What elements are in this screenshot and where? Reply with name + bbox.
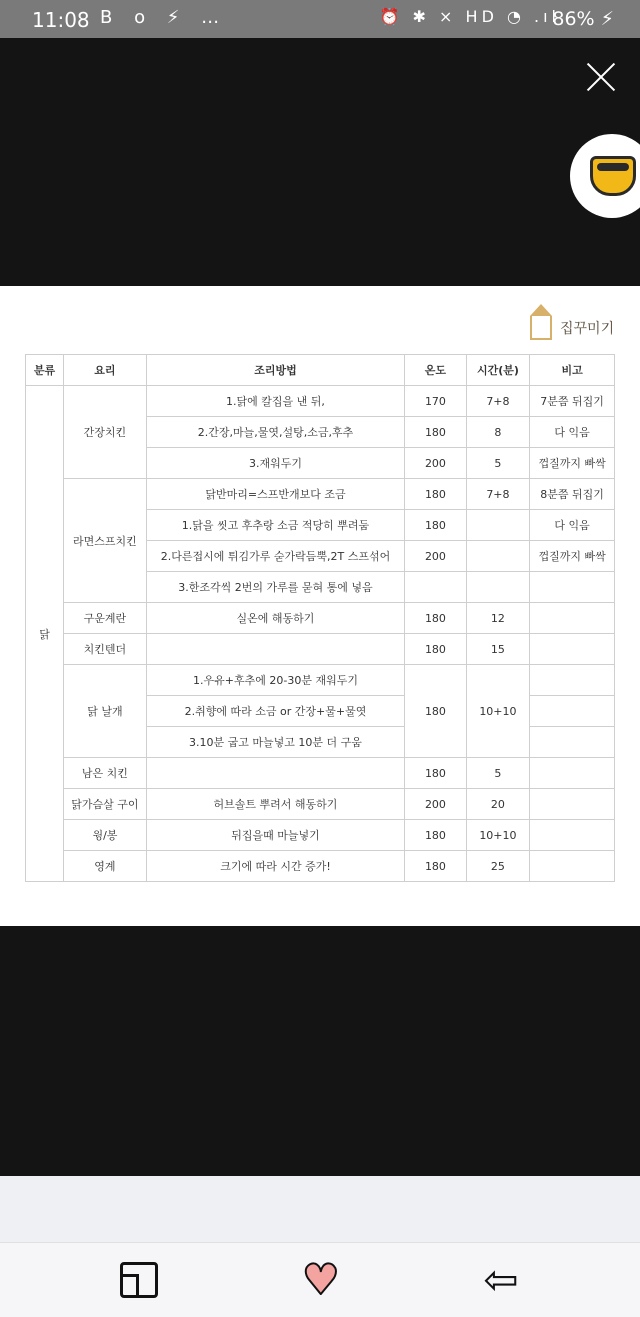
method-cell: 크기에 따라 시간 증가!: [146, 851, 404, 882]
note-cell: [530, 665, 615, 696]
temp-cell: 180: [405, 603, 466, 634]
status-right-icons: ⏰ ✱ ⨯ HD ◔ .ıl: [379, 7, 560, 26]
like-button[interactable]: [298, 1257, 344, 1303]
bottom-nav-bar: [0, 1242, 640, 1317]
method-cell: 3.재워두기: [146, 448, 404, 479]
time-cell: 10+10: [466, 820, 530, 851]
note-cell: [530, 758, 615, 789]
method-cell: 3.한조각씩 2번의 가루를 묻혀 통에 넣음: [146, 572, 404, 603]
dish-cell: 라면스프치킨: [64, 479, 147, 603]
method-cell: 1.우유+후추에 20-30분 재워두기: [146, 665, 404, 696]
temp-cell: 180: [405, 820, 466, 851]
status-bar: [0, 0, 640, 38]
recents-button[interactable]: [116, 1257, 162, 1303]
table-row: [26, 634, 615, 665]
category-cell: 닭: [26, 386, 64, 882]
recipe-image: [0, 286, 640, 926]
heart-icon: ♥: [302, 1255, 340, 1304]
dish-cell: 남은 치킨: [64, 758, 147, 789]
method-cell: 뒤집을때 마늘넣기: [146, 820, 404, 851]
method-cell: 실온에 해동하기: [146, 603, 404, 634]
temp-cell: 200: [405, 541, 466, 572]
note-cell: 8분쯤 뒤집기: [530, 479, 615, 510]
dish-cell: 윙/봉: [64, 820, 147, 851]
temp-cell: 180: [405, 758, 466, 789]
header-method: 조리방법: [146, 355, 404, 386]
temp-cell: 180: [405, 665, 466, 758]
method-cell: 1.닭에 칼집을 낸 뒤,: [146, 386, 404, 417]
method-cell: [146, 634, 404, 665]
note-cell: [530, 603, 615, 634]
time-cell: 12: [466, 603, 530, 634]
time-cell: 15: [466, 634, 530, 665]
dish-cell: 간장치킨: [64, 386, 147, 479]
method-cell: 2.간장,마늘,물엿,설탕,소금,후추: [146, 417, 404, 448]
temp-cell: 200: [405, 789, 466, 820]
note-cell: [530, 820, 615, 851]
header-dish: 요리: [64, 355, 147, 386]
time-cell: 7+8: [466, 479, 530, 510]
time-cell: 7+8: [466, 386, 530, 417]
method-cell: 1.닭을 씻고 후추랑 소금 적당히 뿌려둠: [146, 510, 404, 541]
temp-cell: 180: [405, 851, 466, 882]
dish-cell: 구운계란: [64, 603, 147, 634]
method-cell: 허브솔트 뿌려서 해동하기: [146, 789, 404, 820]
back-button[interactable]: [478, 1257, 524, 1303]
back-icon: ⇦: [483, 1255, 519, 1304]
table-row: [26, 665, 615, 696]
house-icon: [530, 316, 552, 340]
time-cell: 10+10: [466, 665, 530, 758]
dish-cell: 영계: [64, 851, 147, 882]
close-icon[interactable]: [586, 62, 616, 92]
time-cell: 20: [466, 789, 530, 820]
battery-indicator: 86% ⚡: [552, 8, 614, 30]
time-cell: 8: [466, 417, 530, 448]
time-cell: 25: [466, 851, 530, 882]
temp-cell: 180: [405, 634, 466, 665]
dish-cell: 치킨텐더: [64, 634, 147, 665]
temp-cell: 200: [405, 448, 466, 479]
note-cell: [530, 851, 615, 882]
note-cell: 다 익음: [530, 417, 615, 448]
note-cell: [530, 789, 615, 820]
note-cell: 껍질까지 빠싹: [530, 448, 615, 479]
method-cell: 닭반마리=스프반개보다 조금: [146, 479, 404, 510]
method-cell: 2.다른접시에 튀김가루 숟가락듬뿍,2T 스프섞어: [146, 541, 404, 572]
header-category: 분류: [26, 355, 64, 386]
temp-cell: 180: [405, 417, 466, 448]
table-row: [26, 386, 615, 417]
table-row: [26, 820, 615, 851]
time-cell: [466, 541, 530, 572]
note-cell: [530, 634, 615, 665]
table-row: [26, 789, 615, 820]
dish-cell: 닭가슴살 구이: [64, 789, 147, 820]
recents-icon: [120, 1262, 158, 1298]
temp-cell: 170: [405, 386, 466, 417]
header-note: 비고: [530, 355, 615, 386]
note-cell: [530, 696, 615, 727]
recipe-table: [25, 354, 615, 882]
method-cell: [146, 758, 404, 789]
table-row: [26, 851, 615, 882]
table-row: [26, 758, 615, 789]
note-cell: 껍질까지 빠싹: [530, 541, 615, 572]
temp-cell: 180: [405, 479, 466, 510]
time-cell: [466, 510, 530, 541]
table-header-row: [26, 355, 615, 386]
method-cell: 3.10분 굽고 마늘넣고 10분 더 구움: [146, 727, 404, 758]
brand-text: 집꾸미기: [560, 321, 615, 337]
temp-cell: [405, 572, 466, 603]
bottom-area: [0, 1176, 640, 1316]
header-time: 시간(분): [466, 355, 530, 386]
cup-icon: [590, 156, 636, 196]
dish-cell: 닭 날개: [64, 665, 147, 758]
status-left-icons: B o ⚡ …: [100, 7, 228, 28]
method-cell: 2.취향에 따라 소금 or 간장+물+물엿: [146, 696, 404, 727]
status-time: 11:08: [32, 8, 90, 32]
time-cell: 5: [466, 448, 530, 479]
brand-logo: [530, 316, 614, 340]
table-row: [26, 479, 615, 510]
header-temp: 온도: [405, 355, 466, 386]
table-row: [26, 603, 615, 634]
time-cell: [466, 572, 530, 603]
temp-cell: 180: [405, 510, 466, 541]
note-cell: [530, 727, 615, 758]
note-cell: 7분쯤 뒤집기: [530, 386, 615, 417]
note-cell: [530, 572, 615, 603]
time-cell: 5: [466, 758, 530, 789]
note-cell: 다 익음: [530, 510, 615, 541]
